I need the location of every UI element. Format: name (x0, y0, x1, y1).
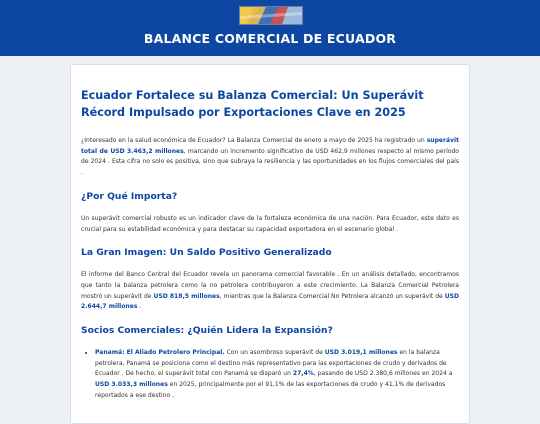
big-picture-paragraph (81, 270, 459, 313)
partner-text-2: en la balanza petrolera, Panamá se posiciona como el destino más representativo para las exportaciones de crudo y derivados de Ecuador . De hecho, el superávit total con Panamá se disparó un (95, 349, 447, 378)
partner-text-4: en 2025, principalmente por el 91,1% de las exportaciones de crudo y 41,1% de derivados reportados a ese destino . (95, 381, 446, 399)
big-picture-text-3: . (137, 303, 142, 311)
partners-list (81, 348, 459, 402)
big-picture-text-2: , mientras que la Balanza Comercial No Petrolera alcanzó un superávit de (219, 292, 445, 300)
section-heading-big-picture: La Gran Imagen: Un Saldo Positivo Generalizado (81, 247, 332, 259)
partner-text-1: Con un asombroso superávit de (224, 349, 325, 357)
intro-text-2: , marcando un incremento significativo de USD 462,9 millones respecto al mismo período de 2024 . Esta cifra no solo es positiva, sino que subraya la resiliencia y las oportunidades en los flujos comerciales del país . (81, 147, 459, 177)
section-heading-partners: Socios Comerciales: ¿Quién Lidera la Expansión? (81, 325, 333, 337)
site-title: BALANCE COMERCIAL DE ECUADOR (143, 31, 397, 46)
petroleum-surplus: USD 818,5 millones (153, 292, 220, 300)
flag-banner-icon (239, 6, 303, 25)
list-item (95, 348, 459, 402)
partner-panama-label: Panamá: El Aliado Petrolero Principal. (95, 349, 225, 357)
panama-petroleum-surplus: USD 3.019,1 millones (324, 349, 398, 357)
article-card (70, 64, 470, 424)
big-picture-text-1: El informe del Banco Central del Ecuador revela un panorama comercial favorable . En un análisis detallado, encontramos que tanto la balanza petrolera como la no petrolera contribuyeron a este crecimiento. La Balanza Comercial Petrolera mostró un superávit de (81, 271, 459, 300)
section-heading-importance: ¿Por Qué Importa? (81, 190, 178, 202)
panama-total-surplus: USD 3.033,3 millones (95, 381, 168, 389)
panama-growth-percent: 27,4% (292, 370, 314, 378)
non-petroleum-surplus: USD 2.644,7 millones (81, 292, 459, 311)
partner-text-3: , pasando de USD 2.380,6 millones en 2024 a (313, 370, 453, 378)
importance-paragraph: Un superávit comercial robusto es un indicador clave de la fortaleza económica de una nación. Para Ecuador, este dato es crucial para su estabilidad económica y para destacar su capacidad exportadora en el escenario global . (81, 214, 459, 233)
intro-text-1: ¿Interesado en la salud económica de Ecuador? La Balanza Comercial de enero a mayo de 2025 ha registrado un (81, 137, 427, 144)
intro-paragraph (81, 136, 459, 179)
flag-banner-graphic (240, 7, 302, 24)
article-title: Ecuador Fortalece su Balanza Comercial: Un Superávit Récord Impulsado por Exportaciones Clave en 2025 (81, 89, 424, 119)
site-header (0, 0, 540, 56)
intro-highlight: superávit total de USD 3.463,2 millones (81, 137, 459, 155)
